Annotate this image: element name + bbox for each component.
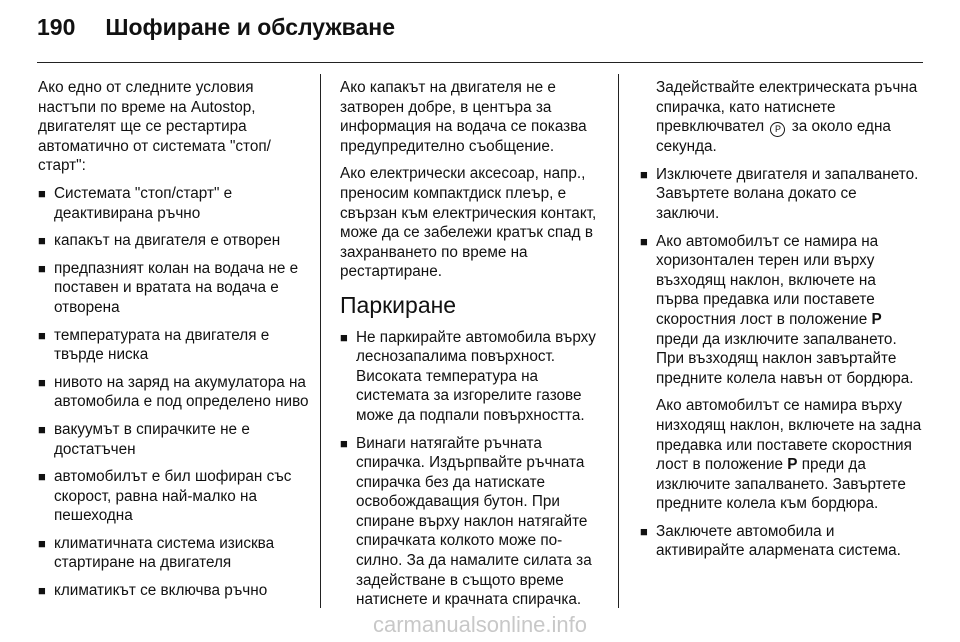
bullet-icon: ■ xyxy=(340,329,348,345)
list-item: ■ климатикът се включва ръчно xyxy=(38,582,268,600)
list-item: ■ Не паркирайте автомобила върху леснозапалима повърхност. Високата температура на системата за изгорелите газове може да подпали повърхността. xyxy=(340,328,596,424)
section-heading-parking: Паркиране xyxy=(340,291,457,318)
list-item: ■ Системата "стоп/старт" е деактивирана ръчно xyxy=(38,184,233,222)
bullet-icon: ■ xyxy=(38,327,46,343)
list-item: ■ Заключете автомобила и активирайте алармената система. xyxy=(640,522,901,560)
downhill-paragraph: Ако автомобилът се намира върху низходящ наклон, включете на задна предавка или поставете скоростния лост в положение P преди да изключите запалването. Завъртете предните колела към бордюра. xyxy=(656,397,922,513)
bonnet-warning-paragraph: Ако капакът на двигателя не е затворен добре, в центъра за информация на водача се показва предупредително съобщение. xyxy=(340,79,587,155)
column-1 xyxy=(38,78,310,609)
list-item: ■ Винаги натягайте ръчната спирачка. Издърпвайте ръчната спирачка без да натискате освобождаващия бутон. При спиране върху наклон натягайте спирачката колкото може по-силно. За да намалите силата за задействане в същото време натиснете и крачната спирачка. xyxy=(340,434,592,609)
column-divider-2 xyxy=(618,74,619,608)
electric-brake-paragraph: Задействайте електрическата ръчна спирачка, като натиснете превключвател P за около една секунда. xyxy=(656,79,918,156)
bullet-icon: ■ xyxy=(640,233,648,249)
bullet-icon: ■ xyxy=(640,166,648,182)
header-divider xyxy=(37,62,923,63)
column-divider-1 xyxy=(320,74,321,608)
list-item: ■ вакуумът в спирачките не е достатъчен xyxy=(38,420,250,458)
list-item: ■ капакът на двигателя е отворен xyxy=(38,232,281,250)
column-3 xyxy=(640,78,922,569)
list-item: ■ нивото на заряд на акумулатора на автомобила е под определено ниво xyxy=(38,373,309,411)
accessory-paragraph: Ако електрически аксесоар, напр., преносим компактдиск плеър, е свързан към електрическия контакт, може да се забележи кратък спад в захранването по време на рестартиране. xyxy=(340,165,597,281)
bullet-icon: ■ xyxy=(38,583,46,599)
bullet-icon: ■ xyxy=(38,260,46,276)
bullet-icon: ■ xyxy=(38,421,46,437)
page-title: Шофиране и обслужване xyxy=(105,14,395,40)
bullet-icon: ■ xyxy=(640,523,648,539)
gear-p-label: P xyxy=(787,456,798,474)
autostop-intro: Ако едно от следните условия настъпи по време на Autostop, двигателят ще се рестартира автоматично от системата "стоп/старт": xyxy=(38,79,271,175)
parking-brake-switch-icon: P xyxy=(770,122,785,137)
list-item: ■ температурата на двигателя е твърде ниска xyxy=(38,326,270,364)
list-item: ■ Изключете двигателя и запалването. Завъртете волана докато се заключи. xyxy=(640,165,919,222)
bullet-icon: ■ xyxy=(38,185,46,201)
bullet-icon: ■ xyxy=(38,535,46,551)
column-2 xyxy=(340,78,606,618)
parking-list-continued xyxy=(640,165,922,561)
restart-conditions-list xyxy=(38,184,310,601)
list-item: ■ автомобилът е бил шофиран със скорост, равна най-малко на пешеходна xyxy=(38,468,292,525)
bullet-icon: ■ xyxy=(38,233,46,249)
bullet-icon: ■ xyxy=(38,469,46,485)
list-item: ■ Ако автомобилът се намира на хоризонтален терен или върху възходящ наклон, включете на първа предавка или поставете скоростния лост в положение P преди да изключите запалването. При възходящ наклон завъртайте предните колела навън от бордюра. Ако автомобилът се намира върху низходящ наклон, включете на задна предавка или поставете скоростния лост в положение P преди да изключите запалването. Завъртете предните колела към бордюра. xyxy=(640,232,922,513)
list-item: ■ предпазният колан на водача не е поставен и вратата на водача е отворена xyxy=(38,259,299,316)
watermark: carmanualsonline.info xyxy=(372,612,588,637)
bullet-icon: ■ xyxy=(38,374,46,390)
page-header xyxy=(37,14,395,48)
list-item: ■ климатичната система изисква стартиране на двигателя xyxy=(38,534,275,572)
bullet-icon: ■ xyxy=(340,435,348,451)
gear-p-label: P xyxy=(871,310,882,328)
page-number: 190 xyxy=(37,14,76,40)
parking-list xyxy=(340,328,606,610)
